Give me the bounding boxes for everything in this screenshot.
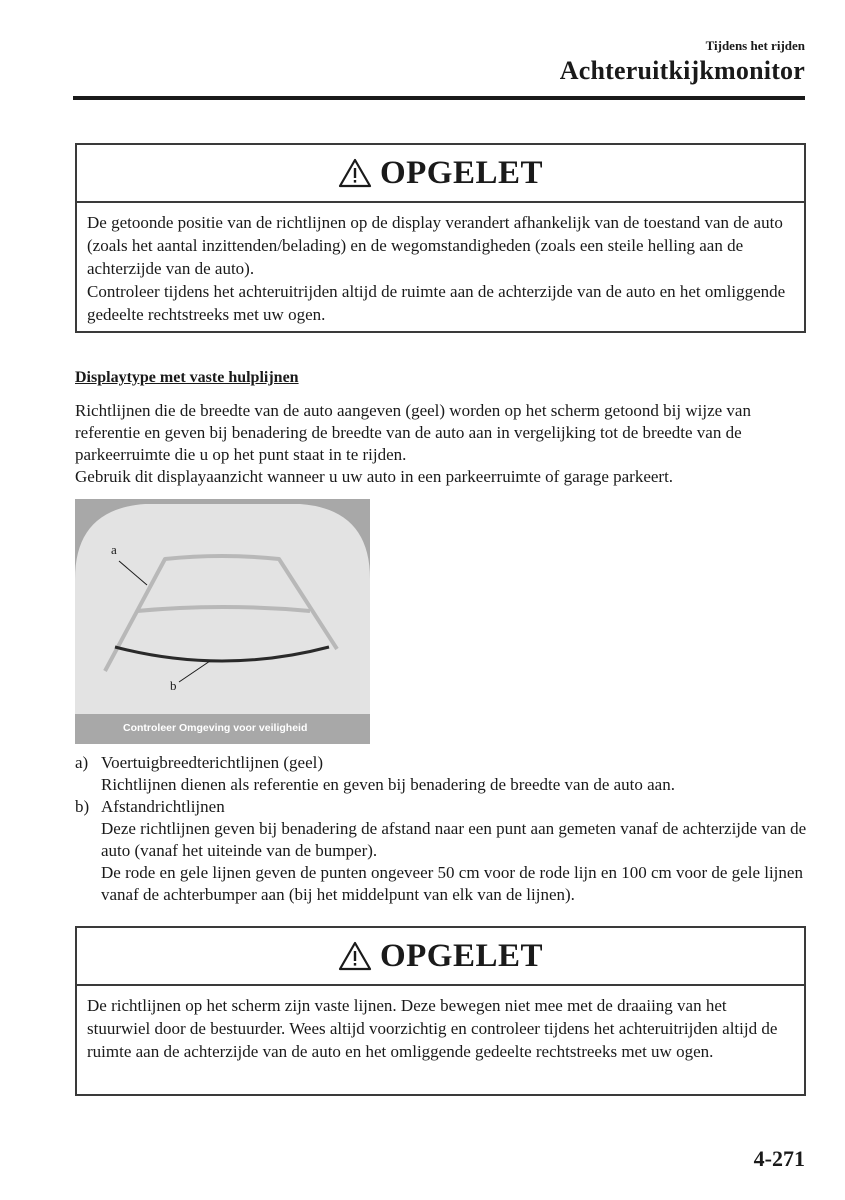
list-marker: a) xyxy=(75,753,89,772)
warning-triangle-icon xyxy=(338,941,372,971)
list-item xyxy=(75,796,815,818)
caution-box-1 xyxy=(75,143,806,333)
warning-triangle-icon xyxy=(338,158,372,188)
caution-text: De getoonde positie van de richtlijnen op de display verandert afhankelijk van de toestand van de auto (zoals het aantal inzittenden/belading) en de wegomstandigheden (zoals een steile helling aan de achterzijde van de auto). xyxy=(87,213,783,278)
caution-text: Controleer tijdens het achteruitrijden altijd de ruimte aan de achterzijde van de auto en het omliggende gedeelte rechtstreeks met uw ogen. xyxy=(87,282,786,324)
section-title: Displaytype met vaste hulplijnen xyxy=(75,369,299,386)
body-paragraph: Richtlijnen die de breedte van de auto aangeven (geel) worden op het scherm getoond bij wijze van referentie en geven bij benadering de breedte van de auto aan in vergelijking tot de breedte van de parkeerruimte die u op het punt staat in te rijden. xyxy=(75,401,751,464)
header-rule xyxy=(73,96,805,100)
guideline-illustration xyxy=(75,499,370,744)
list-item-text: Deze richtlijnen geven bij benadering de afstand naar een punt aan gemeten vanaf de achterzijde van de auto (vanaf het uiteinde van de bumper). xyxy=(101,819,807,860)
caution-title-2: OPGELET xyxy=(379,937,544,974)
caution-box-2 xyxy=(75,926,806,1096)
section-header: Tijdens het rijden xyxy=(705,38,805,53)
caution-body-1 xyxy=(77,203,804,336)
page-title: Achteruitkijkmonitor xyxy=(559,56,805,85)
figure-label-b: b xyxy=(170,678,177,693)
caution-title-1: OPGELET xyxy=(379,154,544,191)
list-item-title: Afstandrichtlijnen xyxy=(101,797,225,816)
caution-body-2 xyxy=(77,986,804,1073)
legend-list xyxy=(75,752,815,906)
list-item-title: Voertuigbreedterichtlijnen (geel) xyxy=(101,753,324,772)
camera-display-figure xyxy=(75,499,370,744)
caution-header-1 xyxy=(77,145,804,203)
figure-label-a: a xyxy=(111,542,117,557)
list-marker: b) xyxy=(75,797,90,816)
figure-caption: Controleer Omgeving voor veiligheid xyxy=(123,722,308,734)
caution-header-2 xyxy=(77,928,804,986)
page-number: 4-271 xyxy=(753,1146,805,1171)
body-paragraph: Gebruik dit displayaanzicht wanneer u uw auto in een parkeerruimte of garage parkeert. xyxy=(75,467,674,486)
list-item xyxy=(75,752,815,774)
caution-text: De richtlijnen op het scherm zijn vaste lijnen. Deze bewegen niet mee met de draaiing van het stuurwiel door de bestuurder. Wees altijd voorzichtig en controleer tijdens het achteruitrijden altijd de ruimte aan de achterzijde van de auto en het omliggende gedeelte rechtstreeks met uw ogen. xyxy=(87,996,778,1061)
list-item-text: Richtlijnen dienen als referentie en geven bij benadering de breedte van de auto aan. xyxy=(101,775,675,794)
list-item-text: De rode en gele lijnen geven de punten ongeveer 50 cm voor de rode lijn en 100 cm voor de gele lijnen vanaf de achterbumper aan (bij het middelpunt van elk van de lijnen). xyxy=(101,863,803,904)
figure-caption-bar xyxy=(75,714,370,744)
section-body xyxy=(75,400,810,488)
